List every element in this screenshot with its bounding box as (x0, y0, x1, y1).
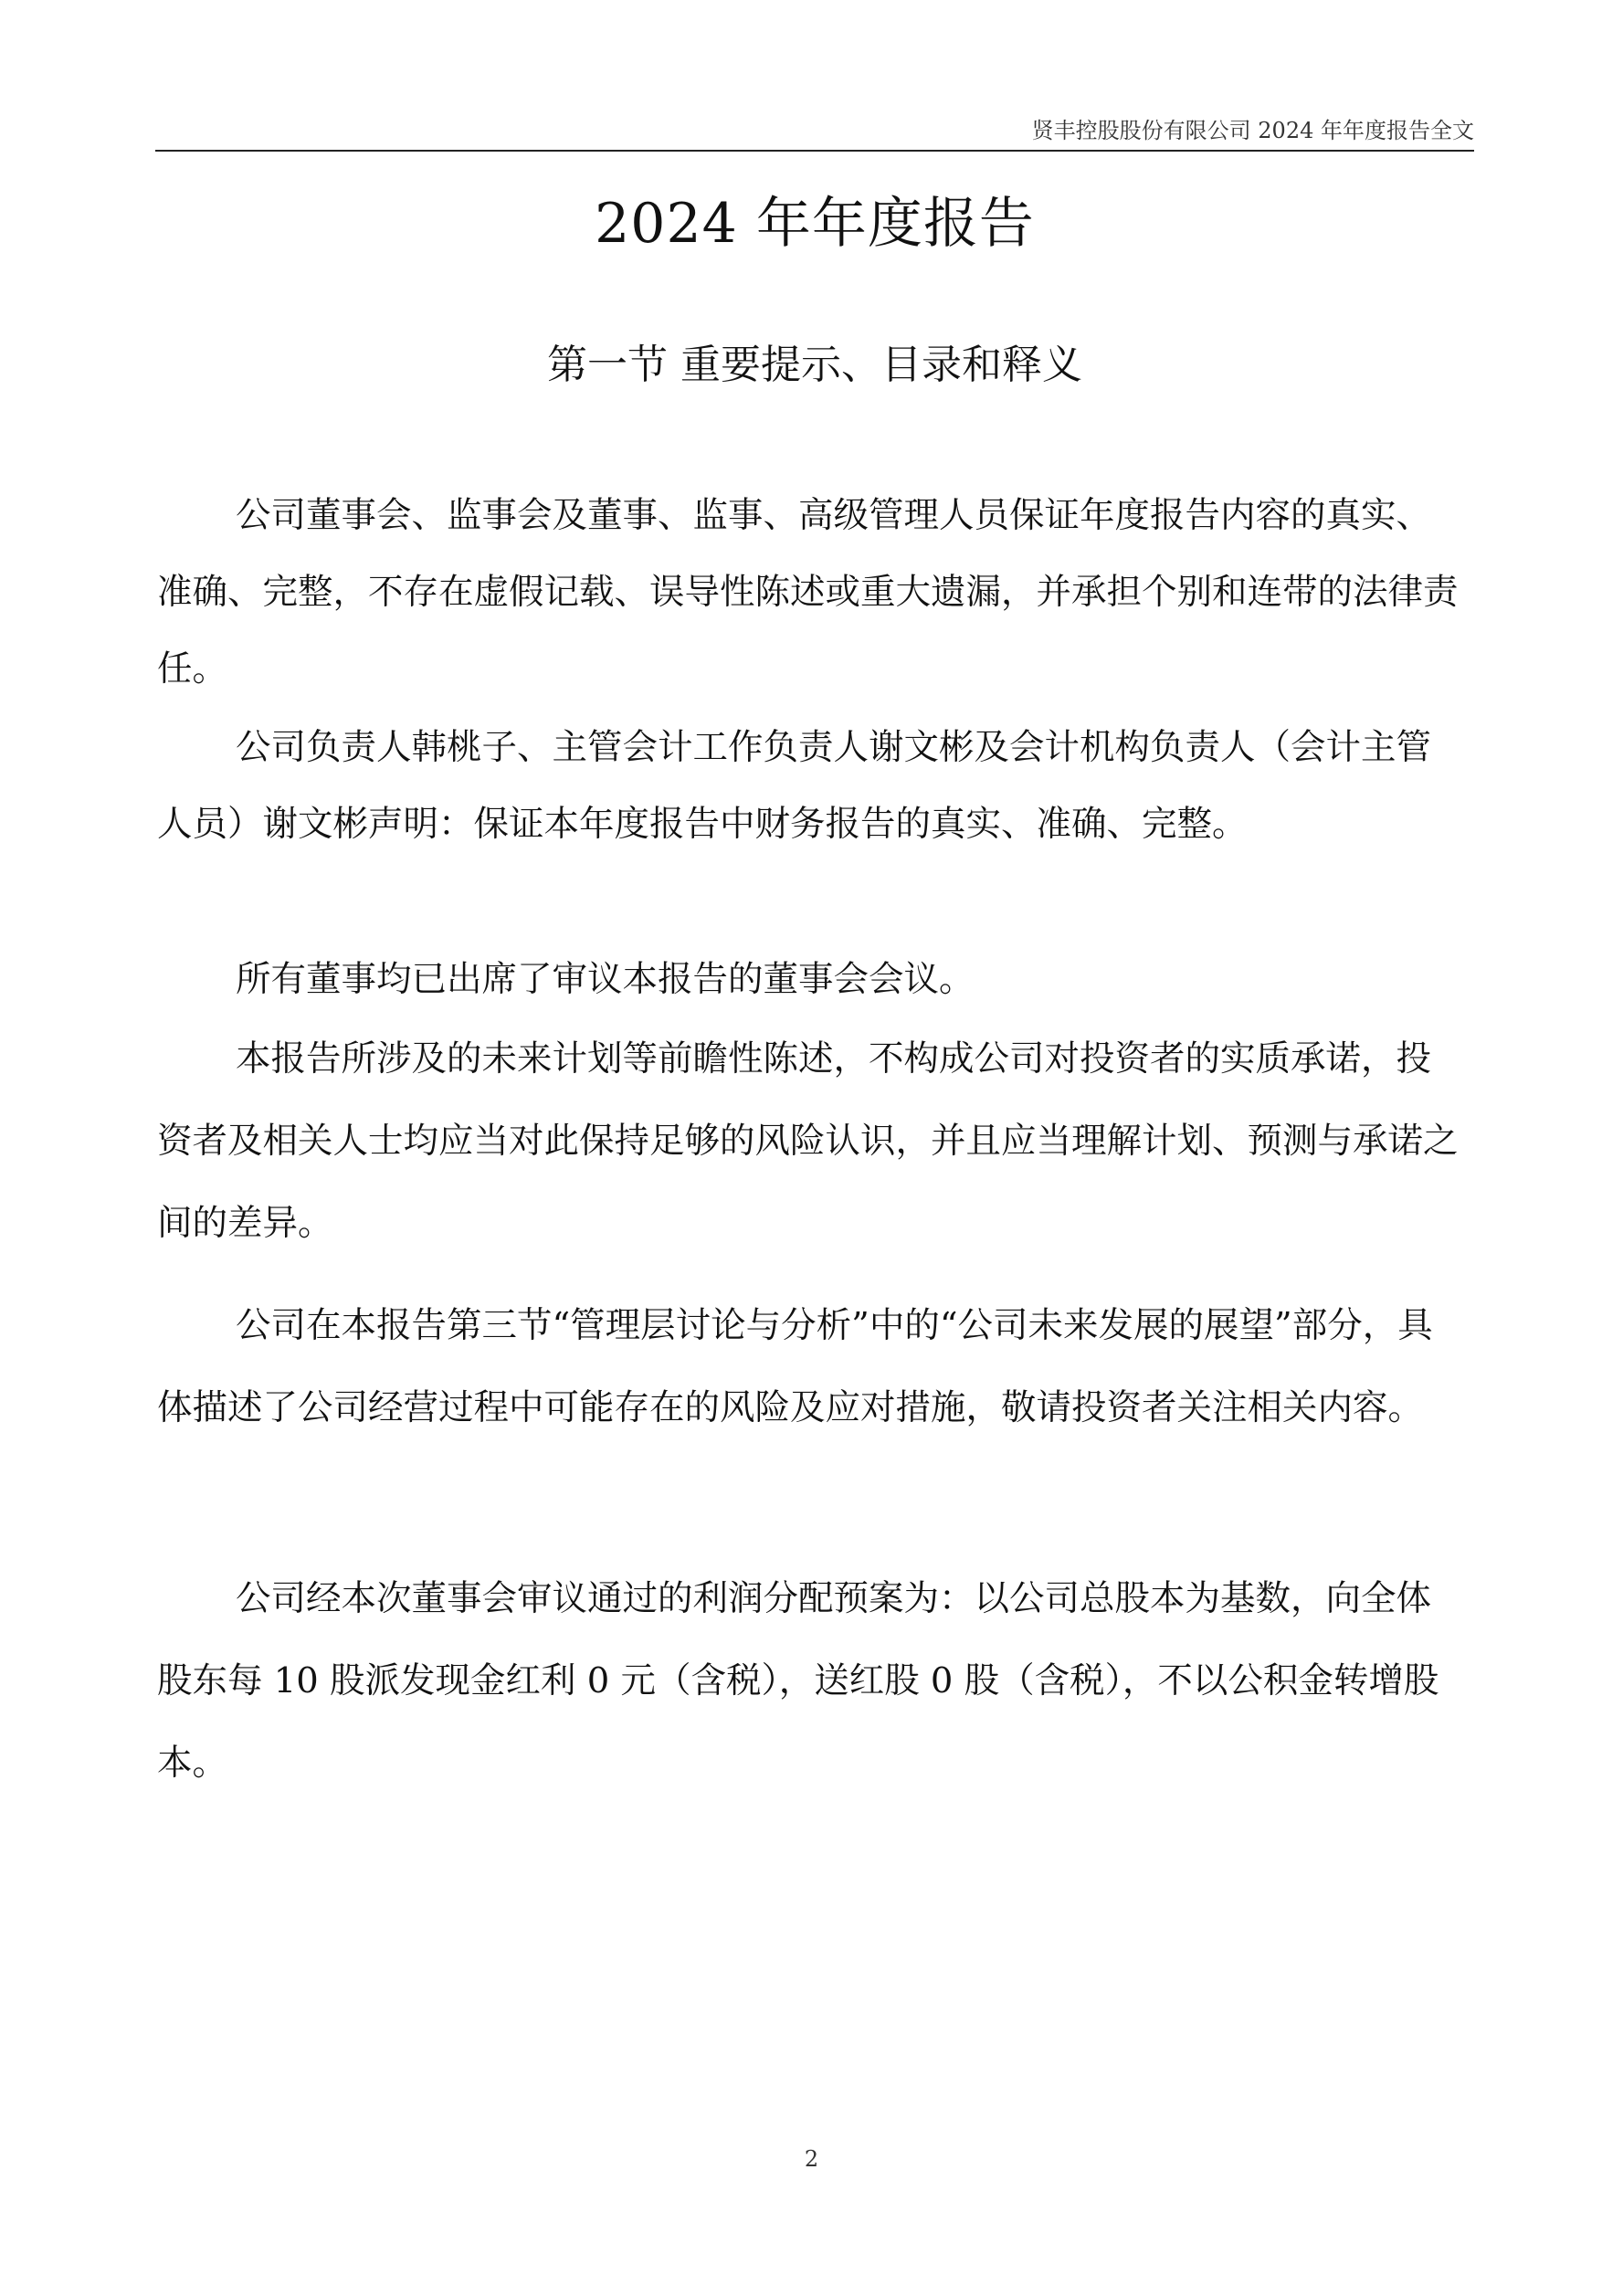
paragraph-forward-looking: 本报告所涉及的未来计划等前瞻性陈述，不构成公司对投资者的实质承诺，投资者及相关人士均应当对此保持足够的风险认识，并且应当理解计划、预测与承诺之间的差异。 (157, 1038, 1459, 1244)
running-header: 贤丰控股股份有限公司 2024 年年度报告全文 (1031, 118, 1474, 143)
paragraph-risk-notice: 公司在本报告第三节“管理层讨论与分析”中的“公司未来发展的展望”部分，具体描述了公司经营过程中可能存在的风险及应对措施，敬请投资者关注相关内容。 (157, 1305, 1433, 1428)
paragraph-board-guarantee: 公司董事会、监事会及董事、监事、高级管理人员保证年度报告内容的真实、准确、完整，不存在虚假记载、误导性陈述或重大遗漏，并承担个别和连带的法律责任。 (157, 495, 1459, 690)
page-number: 2 (804, 2146, 819, 2172)
paragraph-profit-distribution: 公司经本次董事会审议通过的利润分配预案为：以公司总股本为基数，向全体股东每 10 股派发现金红利 0 元（含税），送红股 0 股（含税），不以公积金转增股本。 (157, 1578, 1439, 1784)
section-title: 第一节 重要提示、目录和释义 (547, 342, 1082, 388)
paragraph-responsible-persons: 公司负责人韩桃子、主管会计工作负责人谢文彬及会计机构负责人（会计主管人员）谢文彬声明：保证本年度报告中财务报告的真实、准确、完整。 (157, 727, 1432, 845)
document-title: 2024 年年度报告 (595, 192, 1035, 256)
paragraph-board-attendance: 所有董事均已出席了审议本报告的董事会会议。 (236, 959, 975, 1000)
header-divider (155, 150, 1474, 152)
